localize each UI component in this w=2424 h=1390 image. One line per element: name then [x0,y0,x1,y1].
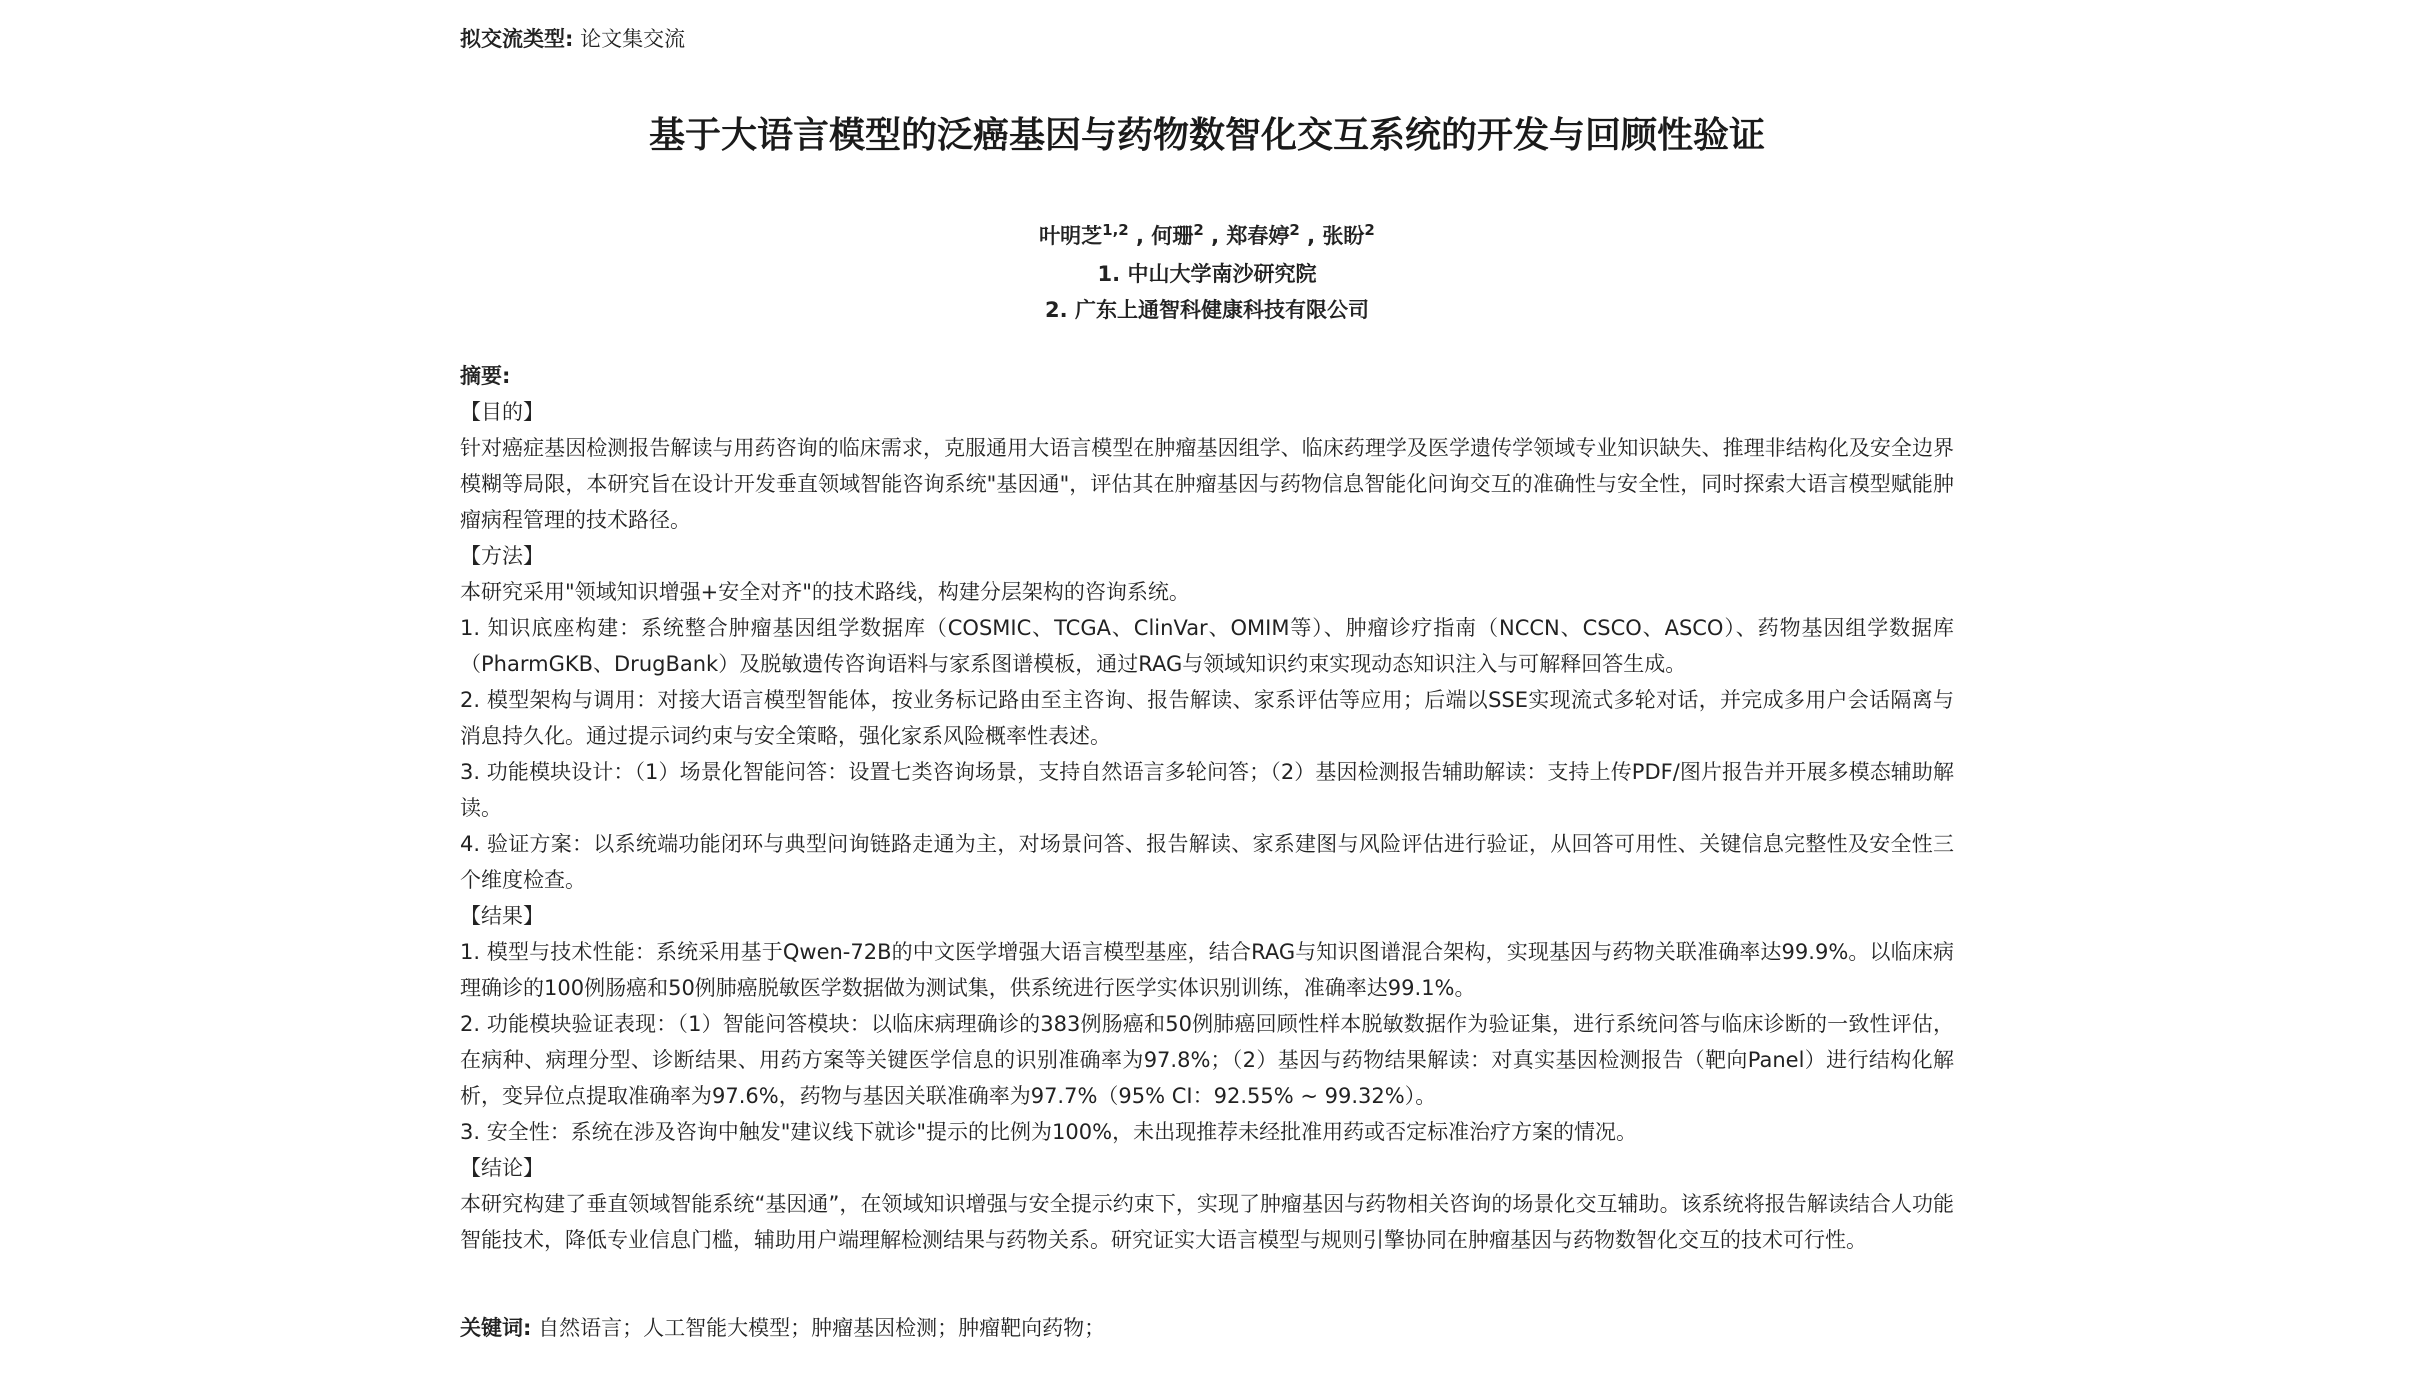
methods-heading: 【方法】 [460,544,544,568]
author-affiliation-mark: 2 [1364,221,1375,239]
author-name: 叶明芝 [1039,224,1103,248]
results-item: 1. 模型与技术性能：系统采用基于Qwen-72B的中文医学增强大语言模型基座，结合RAG与知识图谱混合架构，实现基因与药物关联准确率达99.9%。以临床病理确诊的100例肠癌和50例肺癌脱敏医学数据做为测试集，供系统进行医学实体识别训练，准确率达99.1%。 [460,940,1954,1000]
author-separator: , [1203,224,1227,248]
abstract-label: 摘要: [460,364,511,388]
exchange-type-line [460,24,685,54]
keywords-line [460,1310,1954,1346]
author-separator: , [1128,224,1152,248]
methods-item: 4. 验证方案：以系统端功能闭环与典型问询链路走通为主，对场景问答、报告解读、家系建图与风险评估进行验证，从回答可用性、关键信息完整性及安全性三个维度检查。 [460,832,1954,892]
author-affiliation-mark: 2 [1289,221,1300,239]
results-heading: 【结果】 [460,904,544,928]
purpose-heading: 【目的】 [460,400,544,424]
author-name: 张盼 [1322,224,1365,248]
abstract-section [460,358,1954,1258]
methods-intro: 本研究采用"领域知识增强+安全对齐"的技术路线，构建分层架构的咨询系统。 [460,580,1190,604]
exchange-type-label: 拟交流类型: [460,27,574,51]
methods-item: 2. 模型架构与调用：对接大语言模型智能体，按业务标记路由至主咨询、报告解读、家系评估等应用；后端以SSE实现流式多轮对话，并完成多用户会话隔离与消息持久化。通过提示词约束与安全策略，强化家系风险概率性表述。 [460,688,1954,748]
methods-item: 1. 知识底座构建：系统整合肿瘤基因组学数据库（COSMIC、TCGA、ClinVar、OMIM等）、肿瘤诊疗指南（NCCN、CSCO、ASCO）、药物基因组学数据库（PharmGKB、DrugBank）及脱敏遗传咨询语料与家系图谱模板，通过RAG与领域知识约束实现动态知识注入与可解释回答生成。 [460,616,1954,676]
paper-title: 基于大语言模型的泛癌基因与药物数智化交互系统的开发与回顾性验证 [648,115,1765,156]
conclusion-text: 本研究构建了垂直领域智能系统“基因通”，在领域知识增强与安全提示约束下，实现了肿瘤基因与药物相关咨询的场景化交互辅助。该系统将报告解读结合人功能智能技术，降低专业信息门槛，辅助用户端理解检测结果与药物关系。研究证实大语言模型与规则引擎协同在肿瘤基因与药物数智化交互的技术可行性。 [460,1192,1954,1252]
author-separator: , [1299,224,1323,248]
author-affiliation-mark: 2 [1193,221,1204,239]
conclusion-heading: 【结论】 [460,1156,544,1180]
affiliation-1: 1. 中山大学南沙研究院 [1097,262,1317,286]
results-item: 3. 安全性：系统在涉及咨询中触发"建议线下就诊"提示的比例为100%，未出现推荐未经批准用药或否定标准治疗方案的情况。 [460,1120,1638,1144]
author-name: 郑春婷 [1226,224,1290,248]
methods-item: 3. 功能模块设计：（1）场景化智能问答：设置七类咨询场景，支持自然语言多轮问答；（2）基因检测报告辅助解读：支持上传PDF/图片报告并开展多模态辅助解读。 [460,760,1954,820]
affiliation-2: 2. 广东上通智科健康科技有限公司 [1045,298,1369,322]
author-affiliation-mark: 1,2 [1102,221,1129,239]
author-name: 何珊 [1151,224,1194,248]
exchange-type-value: 论文集交流 [580,27,686,51]
results-item: 2. 功能模块验证表现：（1）智能问答模块：以临床病理确诊的383例肠癌和50例肺癌回顾性样本脱敏数据作为验证集，进行系统问答与临床诊断的一致性评估，在病种、病理分型、诊断结果、用药方案等关键医学信息的识别准确率为97.8%；（2）基因与药物结果解读：对真实基因检测报告（靶向Panel）进行结构化解析，变异位点提取准确率为97.6%，药物与基因关联准确率为97.7%（95% CI：92.55% ~ 99.32%）。 [460,1012,1954,1108]
purpose-text: 针对癌症基因检测报告解读与用药咨询的临床需求，克服通用大语言模型在肿瘤基因组学、临床药理学及医学遗传学领域专业知识缺失、推理非结构化及安全边界模糊等局限，本研究旨在设计开发垂直领域智能咨询系统"基因通"，评估其在肿瘤基因与药物信息智能化问询交互的准确性与安全性，同时探索大语言模型赋能肿瘤病程管理的技术路径。 [460,436,1954,532]
keywords-label: 关键词: [460,1316,532,1340]
keywords-value: 自然语言；人工智能大模型；肿瘤基因检测；肿瘤靶向药物； [538,1316,1106,1340]
author-list [460,218,1954,254]
